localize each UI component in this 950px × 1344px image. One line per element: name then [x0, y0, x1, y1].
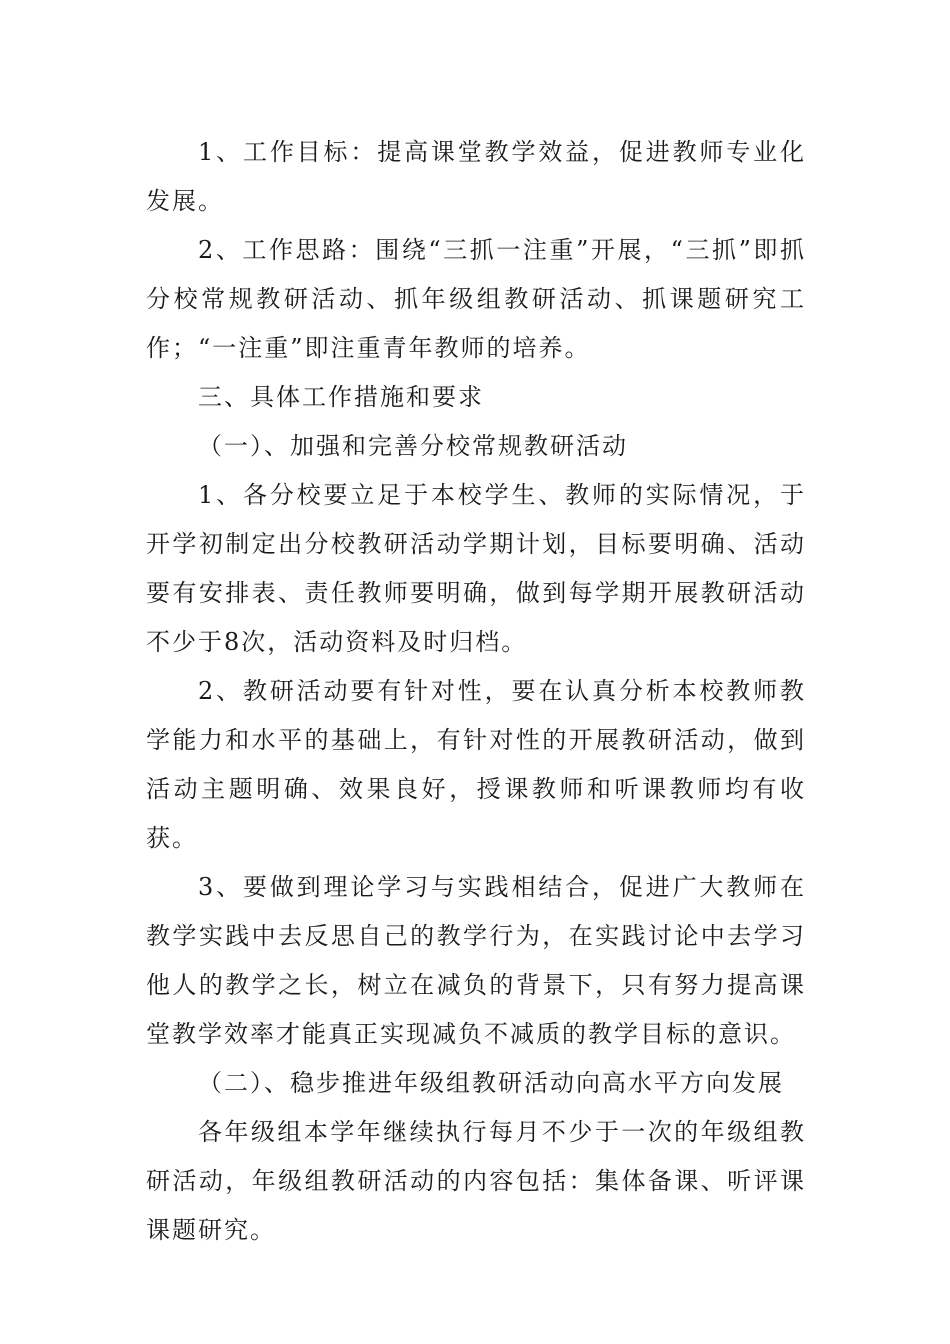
paragraph-item-3: 3、要做到理论学习与实践相结合，促进广大教师在教学实践中去反思自己的教学行为，在实践讨论中去学习他人的教学之长，树立在减负的背景下，只有努力提高课堂教学效率才能真正实现减负不减质的教学目标的意识。 — [146, 873, 806, 1048]
subsection-heading-grade-research: （二）、稳步推进年级组教研活动向高水平方向发展 — [198, 1069, 784, 1097]
paragraph-work-goal: 1、工作目标：提高课堂教学效益，促进教师专业化发展。 — [146, 138, 806, 215]
subsection-heading-branch-research: （一）、加强和完善分校常规教研活动 — [198, 432, 628, 460]
paragraph-grade-activities: 各年级组本学年继续执行每月不少于一次的年级组教研活动，年级组教研活动的内容包括：集体备课、听评课课题研究。 — [146, 1118, 806, 1244]
paragraph-item-1: 1、各分校要立足于本校学生、教师的实际情况，于开学初制定出分校教研活动学期计划，目标要明确、活动要有安排表、责任教师要明确，做到每学期开展教研活动不少于8次，活动资料及时归档。 — [146, 481, 806, 656]
document-body — [146, 128, 806, 1255]
paragraph-item-2: 2、教研活动要有针对性，要在认真分析本校教师教学能力和水平的基础上，有针对性的开展教研活动，做到活动主题明确、效果良好，授课教师和听课教师均有收获。 — [146, 677, 806, 852]
paragraph-work-approach: 2、工作思路：围绕“三抓一注重”开展，“三抓”即抓分校常规教研活动、抓年级组教研活动、抓课题研究工作；“一注重”即注重青年教师的培养。 — [146, 236, 806, 362]
section-heading-measures: 三、具体工作措施和要求 — [198, 383, 484, 411]
